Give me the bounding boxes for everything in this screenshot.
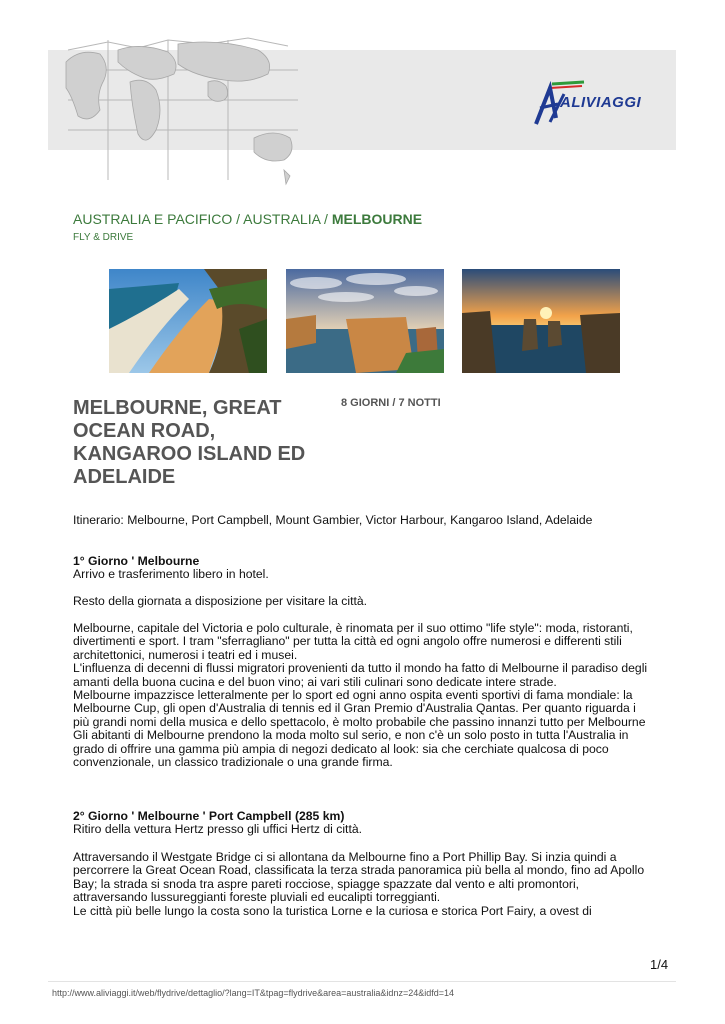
breadcrumb-path: AUSTRALIA E PACIFICO / AUSTRALIA / [73,211,332,227]
footer-url: http://www.aliviaggi.it/web/flydrive/dettaglio/?lang=IT&tpag=flydrive&area=australia&idnz=24&idfd=14 [52,988,454,998]
tour-title: MELBOURNE, GREAT OCEAN ROAD, KANGAROO ISLAND ED ADELAIDE [73,397,306,488]
photo-sunset-stacks [462,269,620,373]
day1-paragraph: Resto della giornata a disposizione per visitare la città. [73,594,368,608]
breadcrumb-current: MELBOURNE [331,211,423,227]
logo-text: ALIVIAGGI [560,94,642,111]
itinerary-text: Itinerario: Melbourne, Port Campbell, Mount Gambier, Victor Harbour, Kangaroo Island, Adelaide [73,513,593,527]
tour-duration: 8 GIORNI / 7 NOTTI [341,397,441,409]
photo-beach-cliffs [109,269,267,373]
world-map-graphic [48,30,308,190]
day2-title: 2° Giorno ' Melbourne ' Port Campbell (285 km) [73,809,345,823]
day1-p2: Melbourne, capitale del Victoria e polo culturale, è rinomata per il suo ottimo "life style": moda, ristoranti, divertimenti e sport. I tram "sferragliano" per tutta la città ed ogni angolo offre numerosi e differenti stili architettonici, numerosi i teatri ed i musei. [73,621,633,662]
day1-description [73,622,653,769]
itinerary-line [73,514,653,527]
day2-description [73,851,653,918]
day2-p2: Le città più belle lungo la costa sono la turistica Lorne e la curiosa e storica Port Fairy, a ovest di [73,903,592,918]
day1-p5: Gli abitanti di Melbourne prendono la moda molto sul serio, e non c'è un solo posto in tutta l'Australia in grado di offrire una gamma più ampia di negozi dedicato al look: sia che cerchiate qualcosa di poco convenzionale, un classico tradizionale o una grande firma. [73,728,629,770]
footer-divider [48,981,676,982]
day2-section [73,810,653,837]
day1-intro: Arrivo e trasferimento libero in hotel. [73,567,269,582]
photo-coastal-rocks [286,269,444,373]
day1-p4: Melbourne impazzisce letteralmente per lo sport ed ogni anno ospita eventi sportivi di fama mondiale: la Melbourne Cup, gli open d'Australia di tennis ed il Gran Premio d'Australia Qantas. Per quanto riguarda i più grandi nomi della musica e dello spettacolo, è molto probabile che passino innanzi tutto per Melbourne [73,688,646,729]
day1-title: 1° Giorno ' Melbourne [73,554,200,568]
page-number: 1/4 [650,957,669,972]
day2-p1: Attraversando il Westgate Bridge ci si allontana da Melbourne fino a Port Phillip Bay. Si inzia quindi a percorrere la Great Ocean Road, classificata la terza strada panoramica più bella al mondo, fino ad Apollo Bay; la strada si snoda tra aspre pareti rocciose, spiagge spazzate dal vento e alti promontori, attraversando lussureggianti foreste pluviali ed eucalipti torreggianti. [73,850,645,905]
day1-section [73,555,653,582]
category-subtitle: FLY & DRIVE [73,232,134,243]
breadcrumb [73,211,422,227]
day1-p3: L'influenza di decenni di flussi migratori provenienti da tutto il mondo ha fatto di Melbourne il paradiso degli amanti della buona cucina e del buon vino; ai vari stili culinari sono dedicate intere strade. [73,661,648,689]
day2-intro: Ritiro della vettura Hertz presso gli uffici Hertz di città. [73,822,362,837]
